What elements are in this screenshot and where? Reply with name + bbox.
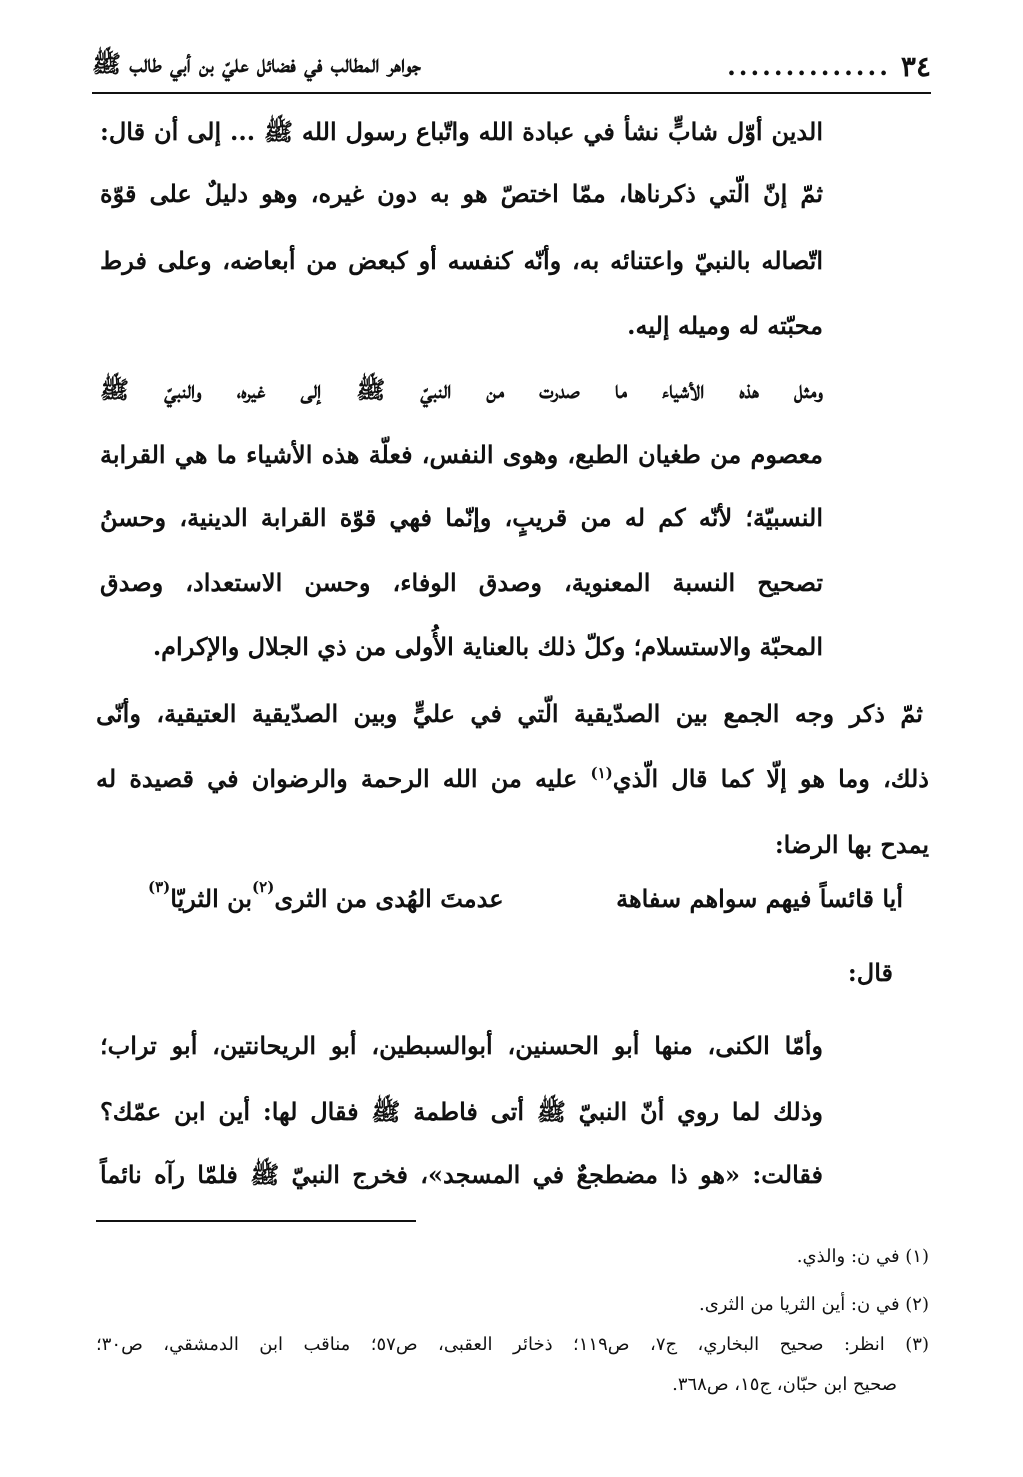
text-line: اتّصاله بالنبيّ واعتنائه به، وأنّه كنفسه أو كبعض من أبعاضه، وعلى فرط (100, 246, 823, 275)
page-number: ٣٤ (900, 49, 931, 83)
text-line: ذلك، وما هو إلّا كما قال الّذي$^{(١)}$ عليه من الله الرحمة والرضوان في قصيدة له (96, 764, 929, 793)
running-title: جواهر المطالب في فضائل عليّ بن أبي طالب ﷺ (92, 48, 422, 78)
text-line: النسبيّة؛ لأنّه كم له من قريبٍ، وإنّما فهي قوّة القرابة الدينية، وحسنُ (100, 503, 823, 532)
footnote-divider (96, 1220, 416, 1222)
qal-label: قال: (847, 958, 893, 987)
page-header (92, 40, 931, 94)
text-line: محبّته له وميله إليه. (627, 311, 823, 340)
footnote-ref-1: (١) (590, 764, 613, 782)
text-line: وأمّا الكنى، منها أبو الحسنين، أبوالسبطين، أبو الريحانتين، أبو تراب؛ (100, 1031, 823, 1060)
text-line: فقالت: «هو ذا مضطجعٌ في المسجد»، فخرج النبيّ ﷺ فلمّا رآه نائماً (100, 1160, 824, 1189)
footnote-1: (١) في ن: والذي. (796, 1246, 929, 1267)
text-line: تصحيح النسبة المعنوية، وصدق الوفاء، وحسن الاستعداد، وصدق (100, 568, 823, 597)
text-line: الدين أوّل شابٍّ نشأ في عبادة الله واتّباع رسول الله ﷺ ... إلى أن قال: (100, 117, 823, 146)
footnote-ref-2: (٢) (252, 878, 275, 896)
header-leader-dots: .............. (727, 51, 891, 81)
text-line: المحبّة والاستسلام؛ وكلّ ذلك بالعناية الأُولى من ذي الجلال والإكرام. (152, 632, 823, 661)
verse-hemistich-1: أيا قائساً فيهم سواهم سفاهة (616, 884, 903, 913)
text-line: ثمّ إنّ الّتي ذكرناها، ممّا اختصّ هو به دون غيره، وهو دليلٌ على قوّة (100, 179, 823, 208)
text-line: وذلك لما روي أنّ النبيّ ﷺ أتى فاطمة ﷺ فقال لها: أين ابن عمّك؟ (100, 1097, 823, 1126)
verse-hemistich-2: عدمتَ الهُدى من الثرى$^{(٢)}$بن الثريّا$^{(٣)}$ (148, 878, 504, 913)
poem-verse (96, 878, 929, 930)
footnote-3: (٣) انظر: صحيح البخاري، ج٧، ص١١٩؛ ذخائر العقبى، ص٥٧؛ مناقب ابن الدمشقي، ص٣٠؛ (96, 1334, 929, 1355)
text-line: يمدح بها الرضا: (774, 830, 929, 859)
text-line: ومثل هذه الأشياء ما صدرت من النبيّ ﷺ إلى غيره، والنبيّ ﷺ (100, 375, 823, 404)
footnote-2: (٢) في ن: أين الثريا من الثرى. (698, 1294, 929, 1315)
footnote-ref-3: (٣) (148, 878, 171, 896)
text-line: ثمّ ذكر وجه الجمع بين الصدّيقية الّتي في عليٍّ وبين الصدّيقية العتيقية، وأنّى (96, 699, 923, 728)
footnote-3-continued: صحيح ابن حبّان، ج١٥، ص٣٦٨. (672, 1374, 897, 1395)
text-line: معصوم من طغيان الطبع، وهوى النفس، فعلّة هذه الأشياء ما هي القرابة (100, 440, 823, 469)
